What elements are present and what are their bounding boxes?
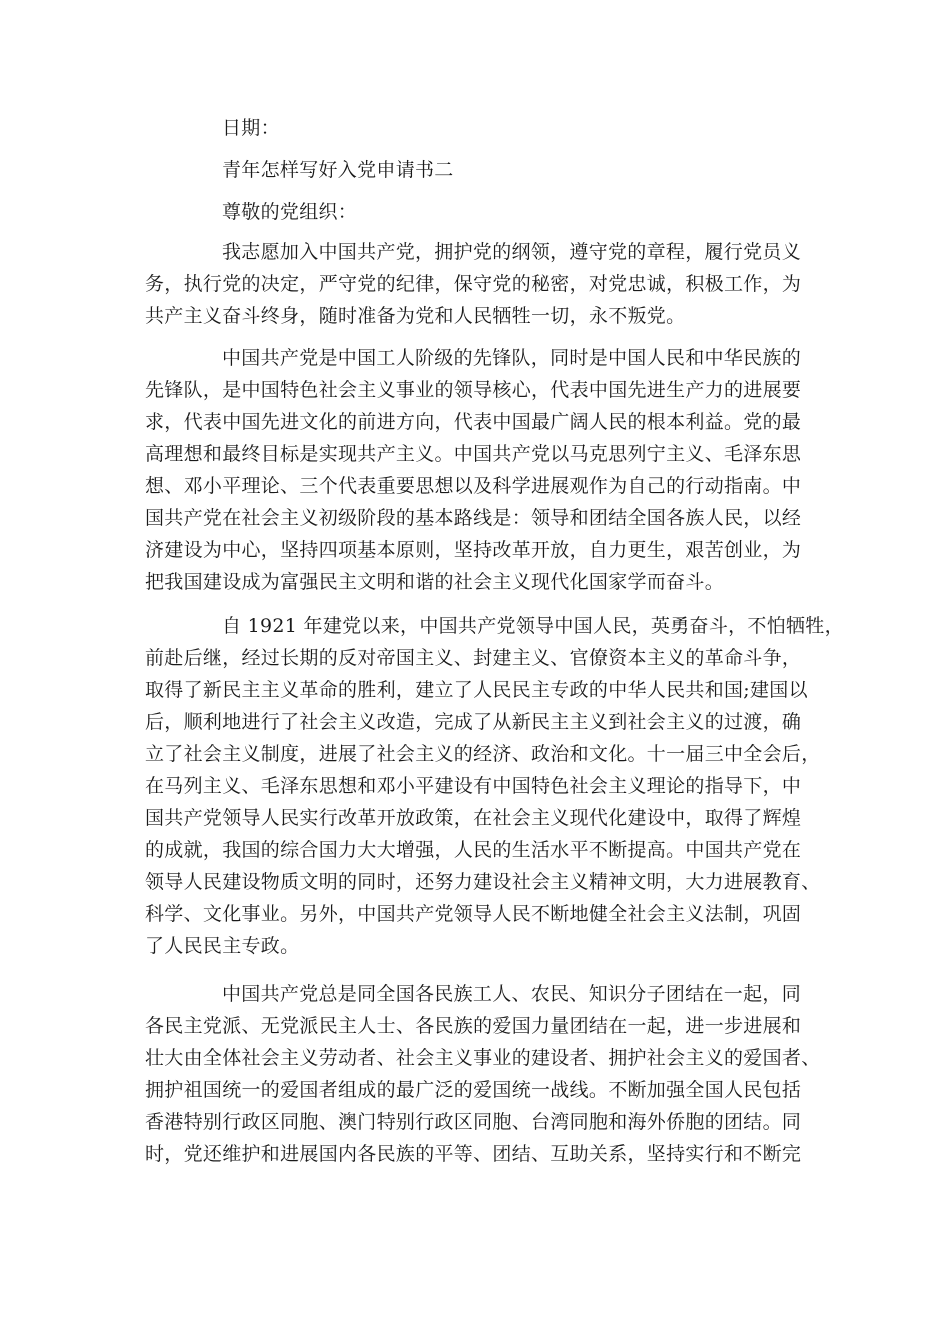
paragraph-line: 务，执行党的决定，严守党的纪律，保守党的秘密，对党忠诚，积极工作，为 — [145, 273, 802, 295]
paragraph-line: 国共产党在社会主义初级阶段的基本路线是：领导和团结全国各族人民，以经 — [145, 507, 802, 529]
paragraph-line: 济建设为中心，坚持四项基本原则，坚持改革开放，自力更生，艰苦创业，为 — [145, 539, 802, 561]
salutation: 尊敬的党组织： — [222, 201, 358, 223]
paragraph-line: 的成就，我国的综合国力大大增强，人民的生活水平不断提高。中国共产党在 — [145, 839, 802, 861]
paragraph-line: 把我国建设成为富强民主文明和谐的社会主义现代化国家学而奋斗。 — [145, 571, 725, 593]
paragraph-line: 高理想和最终目标是实现共产主义。中国共产党以马克思列宁主义、毛泽东思 — [145, 443, 802, 465]
paragraph-line: 中国共产党总是同全国各民族工人、农民、知识分子团结在一起，同 — [222, 983, 802, 1005]
paragraph-line: 我志愿加入中国共产党，拥护党的纲领，遵守党的章程，履行党员义 — [222, 241, 802, 263]
paragraph-line: 了人民民主专政。 — [145, 935, 300, 957]
paragraph-line: 立了社会主义制度，进展了社会主义的经济、政治和文化。十一届三中全会后， — [145, 743, 821, 765]
paragraph-line: 后，顺利地进行了社会主义改造，完成了从新民主主义到社会主义的过渡，确 — [145, 711, 802, 733]
paragraph-line: 科学、文化事业。另外，中国共产党领导人民不断地健全社会主义法制，巩固 — [145, 903, 802, 925]
document-title: 青年怎样写好入党申请书二 — [222, 159, 454, 181]
paragraph-line: 香港特别行政区同胞、澳门特别行政区同胞、台湾同胞和海外侨胞的团结。同 — [145, 1111, 802, 1133]
paragraph-line: 壮大由全体社会主义劳动者、社会主义事业的建设者、拥护社会主义的爱国者、 — [145, 1047, 821, 1069]
paragraph-line: 自 1921 年建党以来，中国共产党领导中国人民，英勇奋斗，不怕牺牲， — [222, 615, 844, 637]
paragraph-line: 拥护祖国统一的爱国者组成的最广泛的爱国统一战线。不断加强全国人民包括 — [145, 1079, 802, 1101]
paragraph-line: 想、邓小平理论、三个代表重要思想以及科学进展观作为自己的行动指南。中 — [145, 475, 802, 497]
paragraph-line: 时，党还维护和进展国内各民族的平等、团结、互助关系，坚持实行和不断完 — [145, 1143, 802, 1165]
paragraph-line: 中国共产党是中国工人阶级的先锋队，同时是中国人民和中华民族的 — [222, 347, 802, 369]
date-label: 日期： — [222, 117, 280, 139]
paragraph-line: 各民主党派、无党派民主人士、各民族的爱国力量团结在一起，进一步进展和 — [145, 1015, 802, 1037]
paragraph-line: 领导人民建设物质文明的同时，还努力建设社会主义精神文明，大力进展教育、 — [145, 871, 821, 893]
paragraph-line: 在马列主义、毛泽东思想和邓小平建设有中国特色社会主义理论的指导下，中 — [145, 775, 802, 797]
paragraph-line: 取得了新民主主义革命的胜利，建立了人民民主专政的中华人民共和国;建国以 — [145, 679, 808, 701]
paragraph-line: 求，代表中国先进文化的前进方向，代表中国最广阔人民的根本利益。党的最 — [145, 411, 802, 433]
paragraph-line: 共产主义奋斗终身，随时准备为党和人民牺牲一切，永不叛党。 — [145, 305, 686, 327]
paragraph-line: 先锋队，是中国特色社会主义事业的领导核心，代表中国先进生产力的进展要 — [145, 379, 802, 401]
paragraph-line: 国共产党领导人民实行改革开放政策，在社会主义现代化建设中，取得了辉煌 — [145, 807, 802, 829]
paragraph-line: 前赴后继，经过长期的反对帝国主义、封建主义、官僚资本主义的革命斗争， — [145, 647, 802, 669]
